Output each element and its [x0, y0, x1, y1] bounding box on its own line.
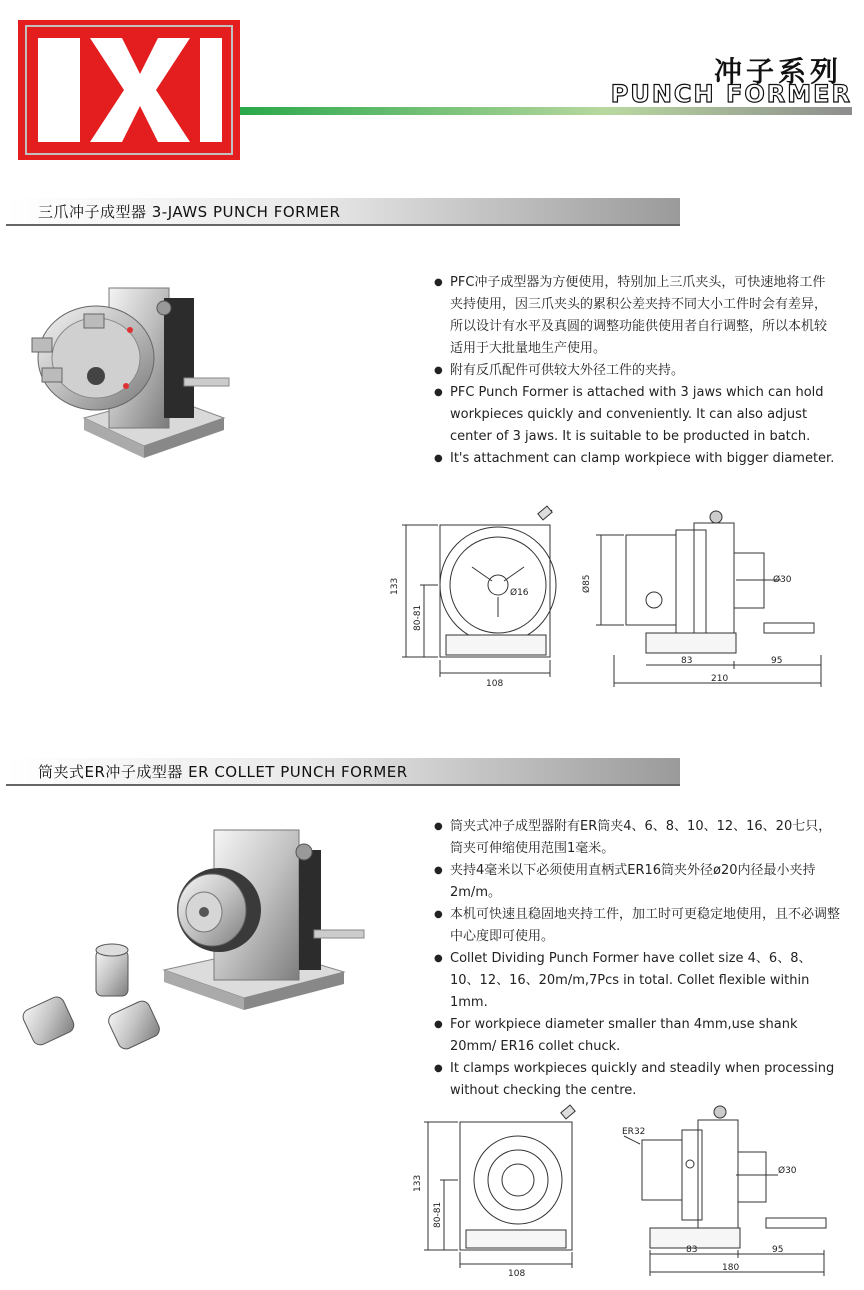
dim-shaft: Ø30 [778, 1166, 797, 1176]
list-item: ● 本机可快速且稳固地夹持工件，加工时可更稳定地使用，且不必调整中心度即可使用。 [434, 904, 840, 948]
er-collet-bullet-list [434, 816, 840, 1102]
3jaws-bullet-list [434, 272, 838, 470]
dim-d2: 95 [771, 656, 783, 666]
list-item: ● PFC冲子成型器为方便使用，特别加上三爪夹头，可快速地将工件夹持使用，因三爪夹头的累积公差夹持不同大小工件时会有差异，所以设计有水平及真圆的调整功能供使用者自行调整，所以本机较适用于大批量地生产使用。 [434, 272, 838, 360]
series-title-en: PUNCH FORMER [610, 80, 852, 108]
section-heading-text: 筒夹式ER冲子成型器 ER COLLET PUNCH FORMER [38, 763, 408, 781]
section-heading-3jaws [6, 198, 680, 226]
list-item: ● 筒夹式冲子成型器附有ER筒夹4、6、8、10、12、16、20七只，筒夹可伸缩使用范围1毫米。 [434, 816, 840, 860]
section-heading-text: 三爪冲子成型器 3-JAWS PUNCH FORMER [38, 203, 341, 221]
dim-shaft: Ø30 [773, 575, 792, 585]
list-item: ● It clamps workpieces quickly and steadily when processing without checking the centre. [434, 1058, 840, 1102]
list-item: ● 附有反爪配件可供较大外径工件的夹持。 [434, 360, 838, 382]
list-item: ● For workpiece diameter smaller than 4mm,use shank 20mm/ ER16 collet chuck. [434, 1014, 840, 1058]
list-item: ● 夹持4毫米以下必须使用直柄式ER16筒夹外径ø20内径最小夹持2m/m。 [434, 860, 840, 904]
list-item: ● It's attachment can clamp workpiece with bigger diameter. [434, 448, 838, 470]
er-collet-side-drawing [606, 1100, 838, 1284]
3jaws-side-drawing [576, 505, 838, 694]
list-item: ● Collet Dividing Punch Former have collet size 4、6、8、10、12、16、20m/m,7Pcs in total. Collet flexible within 1mm. [434, 948, 840, 1014]
3jaw-former-photo [14, 268, 244, 472]
series-title-cn: 冲子系列 [713, 55, 842, 88]
dim-total: 210 [711, 674, 729, 684]
dim-d2: 95 [772, 1245, 784, 1255]
header-rule [240, 107, 852, 115]
3jaws-front-drawing [380, 505, 580, 694]
dim-height: 133 [390, 577, 400, 595]
dim-width: 108 [486, 679, 504, 689]
dim-total: 180 [722, 1263, 740, 1273]
er-collet-front-drawing [410, 1100, 590, 1284]
dim-bore: Ø16 [510, 588, 529, 598]
dim-er: ER32 [622, 1127, 646, 1137]
dim-d1: 83 [681, 656, 693, 666]
list-item: ● PFC Punch Former is attached with 3 jaws which can hold workpieces quickly and conveniently. It can also adjust center of 3 jaws. It is suitable to be producted in batch. [434, 382, 838, 448]
dim-height: 133 [413, 1174, 423, 1192]
section-heading-er-collet [6, 758, 680, 786]
ixi-logo [18, 20, 240, 160]
dim-dia: Ø85 [582, 574, 592, 593]
er-collet-former-photo [14, 820, 374, 1074]
dim-center: 80-81 [433, 1201, 443, 1228]
dim-d1: 83 [686, 1245, 698, 1255]
dim-width: 108 [508, 1269, 526, 1279]
dim-center: 80-81 [413, 604, 423, 631]
